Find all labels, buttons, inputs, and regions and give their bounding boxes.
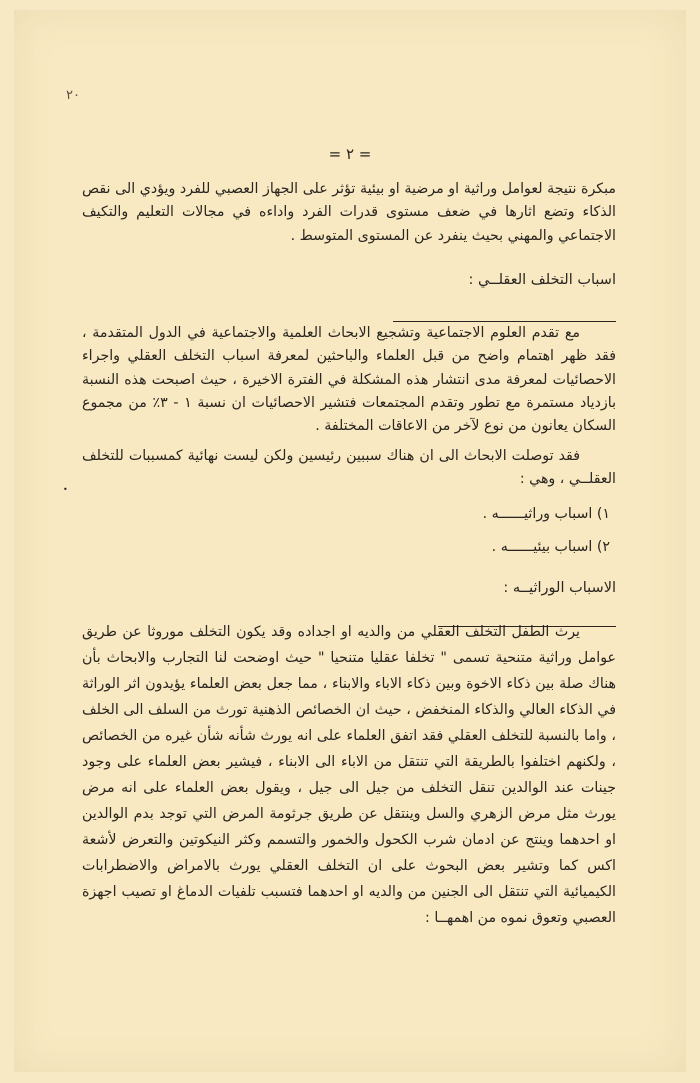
hereditary-paragraph: يرث الطفل التخلف العقلي من والديه او اجداده وقد يكون التخلف موروثا عن طريق عوامل وراثية متنحية تسمى " تخلفا عقليا متنحيا " حيث اوضحت لنا التجارب والابحاث بأن هناك صلة بين ذكاء الاخوة وبين ذكاء الاباء والابناء ، مما جعل بعض العلماء يؤيدون اثر الوراثة في الذكاء العالي والذكاء المنخفض ، حيث ان الخصائص الذهنية تورث من السلف الى الخلف ، واما بالنسبة للتخلف العقلي فقد اتفق العلماء على انه يورث شأنه شأن غيره من الخصائص ، ولكنهم اختلفوا بالطريقة التي تنتقل من الاباء الى الابناء ، فيشير بعض العلماء على وجود جينات عند الوالدين تنقل التخلف من جيل الى جيل ، ويقول بعض العلماء على انه مرض يورث مثل مرض الزهري والسل وينتقل عن طريق جرثومة المرض التي توجد بدم الوالدين او احدهما وينتج عن ادمان شرب الكحول والخمور والتسمم وكثر النيكوتين والتعرض لأشعة اكس كما وتشير بعض البحوث على ان التخلف العقلي يورث بالامراض والاضطرابات الكيميائية التي تنتقل الى الجنين من والديه او احدهما فتسبب تلفيات الدماغ او تصيب اجهزة العصبي وتعوق نموه من اهمهــا : <box>82 624 616 927</box>
document-body <box>82 178 616 931</box>
causes-paragraph-1: مع تقدم العلوم الاجتماعية وتشجيع الابحاث العلمية والاجتماعية في الدول المتقدمة ، فقد ظهر اهتمام واضح من قبل العلماء والباحثين لمعرفة اسباب التخلف العقلي واجراء الاحصائيات لمعرفة مدى انتشار هذه المشكلة في الفترة الاخيرة ، حيث اصبحت هذه النسبة بازدياد مستمرة مع تطور وتقدم المجتمعات فتشير الاحصائيات ان نسبة ١ - ٣٪ من مجموع السكان يعانون من نوع لآخر من الاعاقات المختلفة . <box>82 325 617 435</box>
section-heading-causes: اسباب التخلف العقلــي : <box>468 271 616 288</box>
causes-paragraph-2: فقد توصلت الابحاث الى ان هناك سببين رئيسين ولكن ليست نهائية كمسببات للتخلف العقلــي ، وهي : <box>82 447 616 487</box>
margin-dot: • <box>63 485 68 494</box>
list-item-environmental: ٢) اسباب بيئيــــــه . <box>491 538 610 555</box>
page-number: = ٢ = <box>328 145 372 163</box>
section-heading-hereditary: الاسباب الوراثيــه : <box>503 579 616 596</box>
corner-mark: ٢٠ <box>66 88 80 103</box>
intro-paragraph: مبكرة نتيجة لعوامل وراثية او مرضية او بيئية تؤثر على الجهاز العصبي للفرد ويؤدي الى نقص الذكاء وتضع اثارها في ضعف مستوى قدرات الفرد واداءه في مجالات التعليم والتكيف الاجتماعي والمهني بحيث ينفرد عن المستوى المتوسط . <box>82 181 616 244</box>
list-item-hereditary: ١) اسباب وراثيــــــه . <box>482 506 610 523</box>
